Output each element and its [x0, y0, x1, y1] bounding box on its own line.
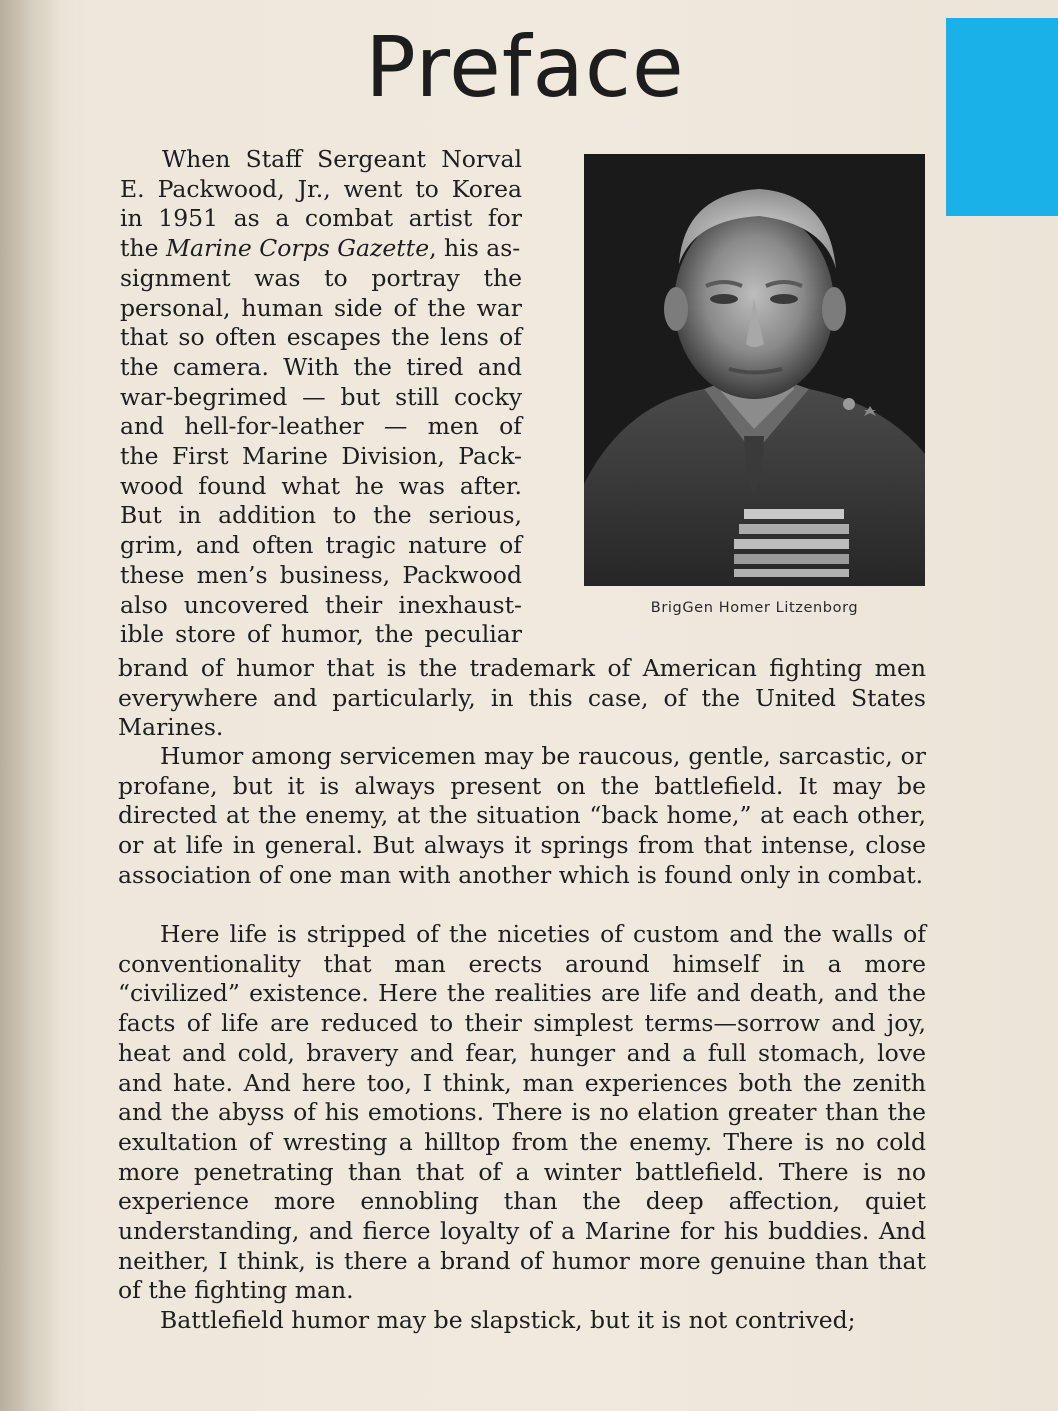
- page-gutter-shadow: [0, 0, 60, 1411]
- paragraph-4-text: Battlefield humor may be slapstick, but it is not contrived;: [160, 1306, 856, 1334]
- paragraph-1-tail-text: brand of humor that is the trademark of American fighting men everywhere and particularly, in this case, of the United States Marines.: [118, 654, 926, 742]
- p1-line-4: [120, 234, 522, 264]
- p1-line-15: these men’s business, Packwood: [120, 560, 522, 589]
- portrait-photo: [584, 154, 925, 586]
- paragraph-4: [118, 1306, 926, 1336]
- p1-line-1: When Staff Sergeant Norval: [162, 145, 522, 173]
- p1-line-8: the camera. With the tired and: [120, 352, 522, 381]
- p1-line-14: grim, and often tragic nature of: [120, 531, 522, 560]
- p1-line-6: personal, human side of the war: [120, 293, 522, 322]
- p1-line-16: also uncovered their inexhaust-: [120, 590, 522, 619]
- magazine-title: Marine Corps Gazette: [165, 234, 430, 263]
- p1-line-13: But in addition to the serious,: [120, 501, 522, 530]
- p1-line-11: the First Marine Division, Pack-: [120, 442, 522, 471]
- p1-line-3: in 1951 as a combat artist for: [120, 204, 522, 233]
- p1-line-4-b: , his as-: [429, 234, 521, 263]
- paragraph-3: [118, 920, 926, 1306]
- p1-line-2: E. Packwood, Jr., went to Korea: [120, 174, 522, 203]
- paragraph-1-lead: [120, 145, 522, 650]
- portrait-figure: [584, 154, 925, 586]
- p1-line-7: that so often escapes the lens of: [120, 323, 522, 352]
- p1-line-12: wood found what he was after.: [120, 471, 522, 500]
- paragraph-2: [118, 742, 926, 891]
- page-title: Preface: [365, 18, 685, 116]
- paragraph-2-text: Humor among servicemen may be raucous, gentle, sarcastic, or profane, but it is always present on the battlefield. It may be directed at the enemy, at the situation “back home,” at each other, or at life in general. But always it springs from that intense, close association of one man with another which is found only in combat.: [118, 742, 926, 889]
- p1-line-4-a: the: [120, 234, 166, 263]
- p1-line-17: ible store of humor, the peculiar: [120, 620, 522, 649]
- p1-line-5: signment was to portray the: [120, 263, 522, 292]
- p1-line-10: and hell-for-leather — men of: [120, 412, 522, 441]
- paragraph-1-tail: [118, 654, 926, 743]
- p1-line-9: war-begrimed — but still cocky: [120, 382, 522, 411]
- photo-caption: BrigGen Homer Litzenborg: [650, 600, 859, 616]
- paragraph-3-text: Here life is stripped of the niceties of custom and the walls of conventionality that man erects around himself in a more “civilized” existence. Here the realities are life and death, and the facts of life are reduced to their simplest terms—sorrow and joy, heat and cold, bravery and fear, hunger and a full stomach, love and hate. And here too, I think, man experiences both the zenith and the abyss of his emotions. There is no elation greater than the exultation of wresting a hilltop from the enemy. There is no cold more penetrating than that of a winter battlefield. There is no experience more ennobling than the deep affection, quiet understanding, and fierce loyalty of a Marine for his buddies. And neither, I think, is there a brand of humor more genuine than that of the fighting man.: [118, 920, 926, 1305]
